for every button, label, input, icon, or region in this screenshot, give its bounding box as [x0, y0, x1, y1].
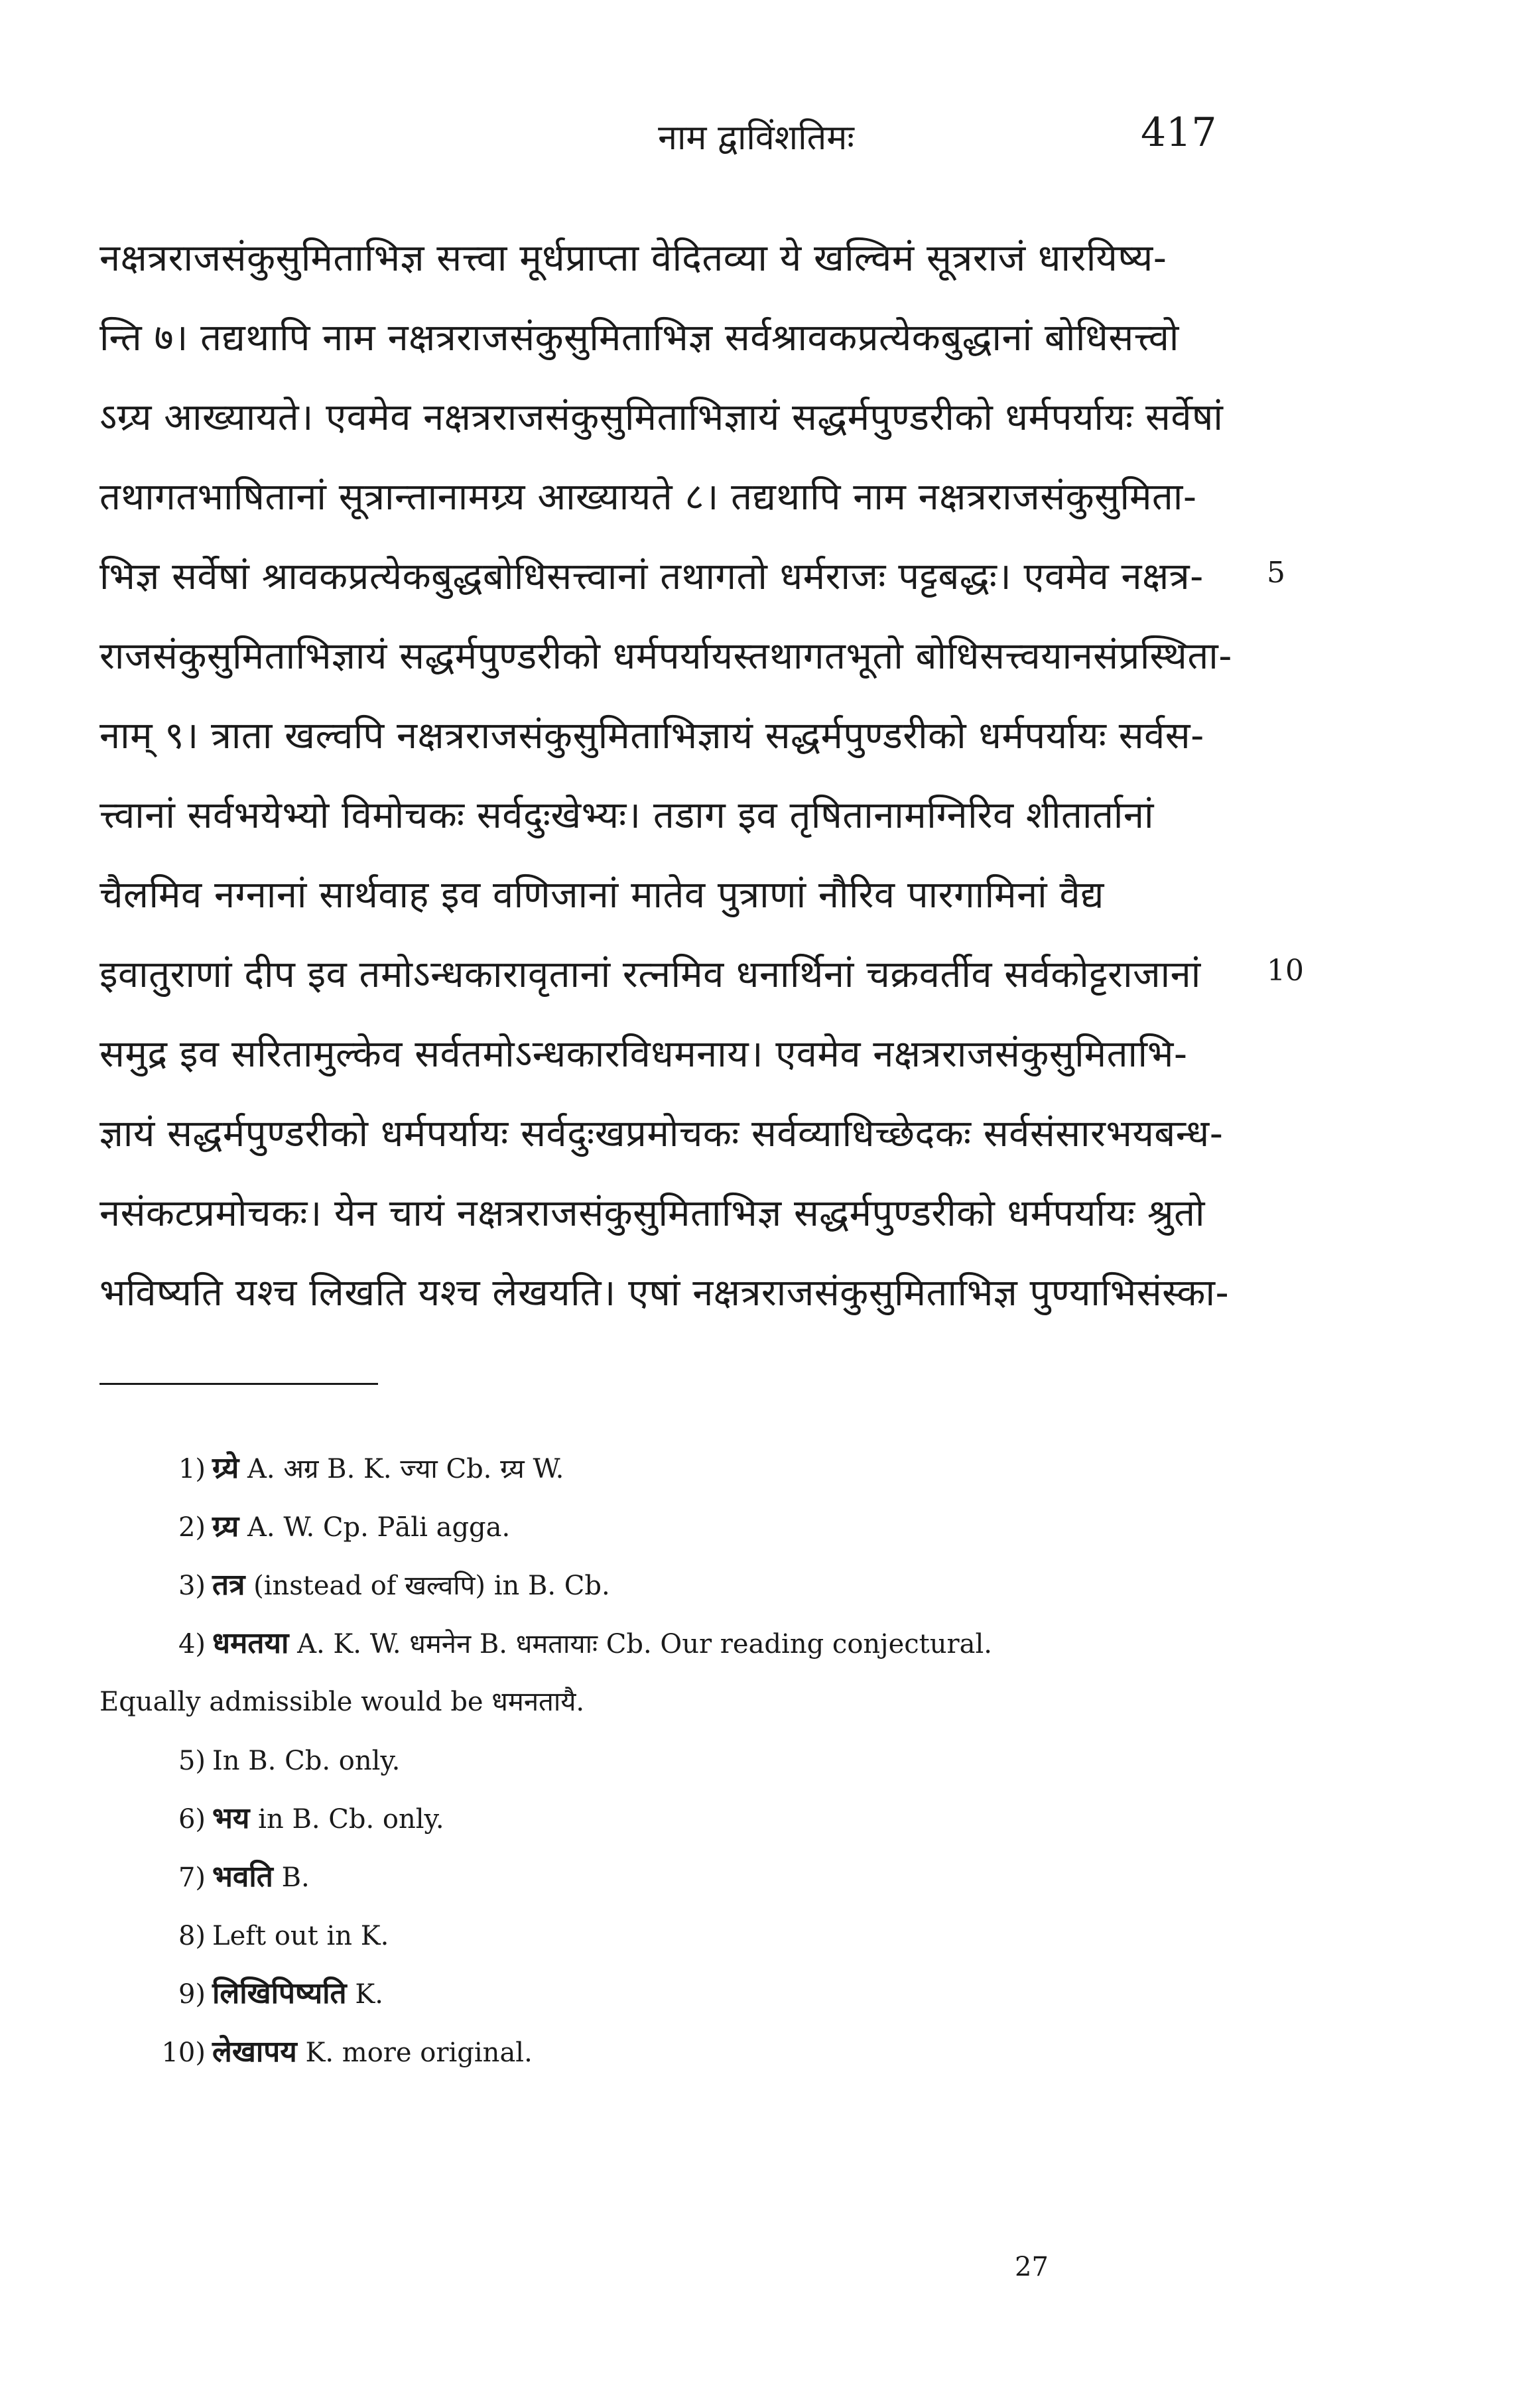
text-line: समुद्र इव सरितामुल्केव सर्वतमोऽन्धकारविधमनाय। एवमेव नक्षत्रराजसंकुसुमिताभि- — [99, 1033, 1188, 1076]
text-line: चैलमिव नग्नानां सार्थवाह इव वणिजानां मातेव पुत्राणां नौरिव पारगामिनां वैद्य — [99, 874, 1104, 917]
footnote-3: 3) तत्र (instead of खल्वपि) in B. Cb. — [178, 1568, 610, 1602]
footnote-6: 6) भय in B. Cb. only. — [178, 1801, 444, 1835]
line-marker-5: 5 — [1267, 556, 1285, 590]
footnote-4-continuation: Equally admissible would be धमनतायै. — [99, 1687, 585, 1717]
footnote-5: 5) In B. Cb. only. — [178, 1746, 401, 1776]
signature-mark: 27 — [1015, 2252, 1049, 2282]
footnote-8: 8) Left out in K. — [178, 1921, 389, 1951]
text-line: तथागतभाषितानां सूत्रान्तानामग्र्य आख्यायते ८। तद्यथापि नाम नक्षत्रराजसंकुसुमिता- — [99, 476, 1197, 519]
text-line: नाम् ९। त्राता खल्वपि नक्षत्रराजसंकुसुमिताभिज्ञायं सद्धर्मपुण्डरीको धर्मपर्यायः सर्वस- — [99, 714, 1204, 757]
text-line: नसंकटप्रमोचकः। येन चायं नक्षत्रराजसंकुसुमिताभिज्ञ सद्धर्मपुण्डरीको धर्मपर्यायः श्रुतो — [99, 1192, 1206, 1235]
line-marker-10: 10 — [1267, 954, 1304, 988]
text-line: इवातुराणां दीप इव तमोऽन्धकारावृतानां रत्नमिव धनार्थिनां चक्रवर्तीव सर्वकोट्टराजानां — [99, 953, 1201, 996]
footnote-1: 1) ग्र्ये A. अग्र B. K. ज्या Cb. ग्र्य W. — [178, 1451, 564, 1485]
footnote-rule — [99, 1383, 378, 1385]
text-line: भविष्यति यश्च लिखति यश्च लेखयति। एषां नक्षत्रराजसंकुसुमिताभिज्ञ पुण्याभिसंस्का- — [99, 1271, 1230, 1315]
footnote-10: 10) लेखापय K. more original. — [161, 2035, 533, 2069]
footnote-9: 9) लिखिपिष्यति K. — [178, 1977, 383, 2010]
footnote-4: 4) धमतया A. K. W. धमनेन B. धमतायाः Cb. Our reading conjectural. — [178, 1626, 992, 1660]
text-line: भिज्ञ सर्वेषां श्रावकप्रत्येकबुद्धबोधिसत्त्वानां तथागतो धर्मराजः पट्टबद्धः। एवमेव नक्षत्र- — [99, 555, 1204, 598]
footnotes — [99, 1439, 1253, 2081]
text-line: त्त्वानां सर्वभयेभ्यो विमोचकः सर्वदुःखेभ्यः। तडाग इव तृषितानामग्निरिव शीतार्तानां — [99, 794, 1154, 837]
main-text — [99, 219, 1253, 1333]
footnote-2: 2) ग्र्य A. W. Cp. Pāli agga. — [178, 1510, 511, 1543]
text-line: न्ति ७। तद्यथापि नाम नक्षत्रराजसंकुसुमिताभिज्ञ सर्वश्रावकप्रत्येकबुद्धानां बोधिसत्त्वो — [99, 316, 1179, 359]
page-number: 417 — [1141, 109, 1217, 156]
footnote-7: 7) भवति B. — [178, 1860, 310, 1894]
text-line: नक्षत्रराजसंकुसुमिताभिज्ञ सत्त्वा मूर्धप्राप्ता वेदितव्या ये खल्विमं सूत्रराजं धारयिष्य- — [99, 237, 1167, 280]
running-title: नाम द्वाविंशतिमः — [658, 118, 854, 158]
text-line: ज्ञायं सद्धर्मपुण्डरीको धर्मपर्यायः सर्वदुःखप्रमोचकः सर्वव्याधिच्छेदकः सर्वसंसारभयबन्ध- — [99, 1112, 1224, 1155]
text-line: ऽग्र्य आख्यायते। एवमेव नक्षत्रराजसंकुसुमिताभिज्ञायं सद्धर्मपुण्डरीको धर्मपर्यायः सर्वेषां — [99, 396, 1224, 439]
text-line: राजसंकुसुमिताभिज्ञायं सद्धर्मपुण्डरीको धर्मपर्यायस्तथागतभूतो बोधिसत्त्वयानसंप्रस्थिता- — [99, 635, 1232, 678]
